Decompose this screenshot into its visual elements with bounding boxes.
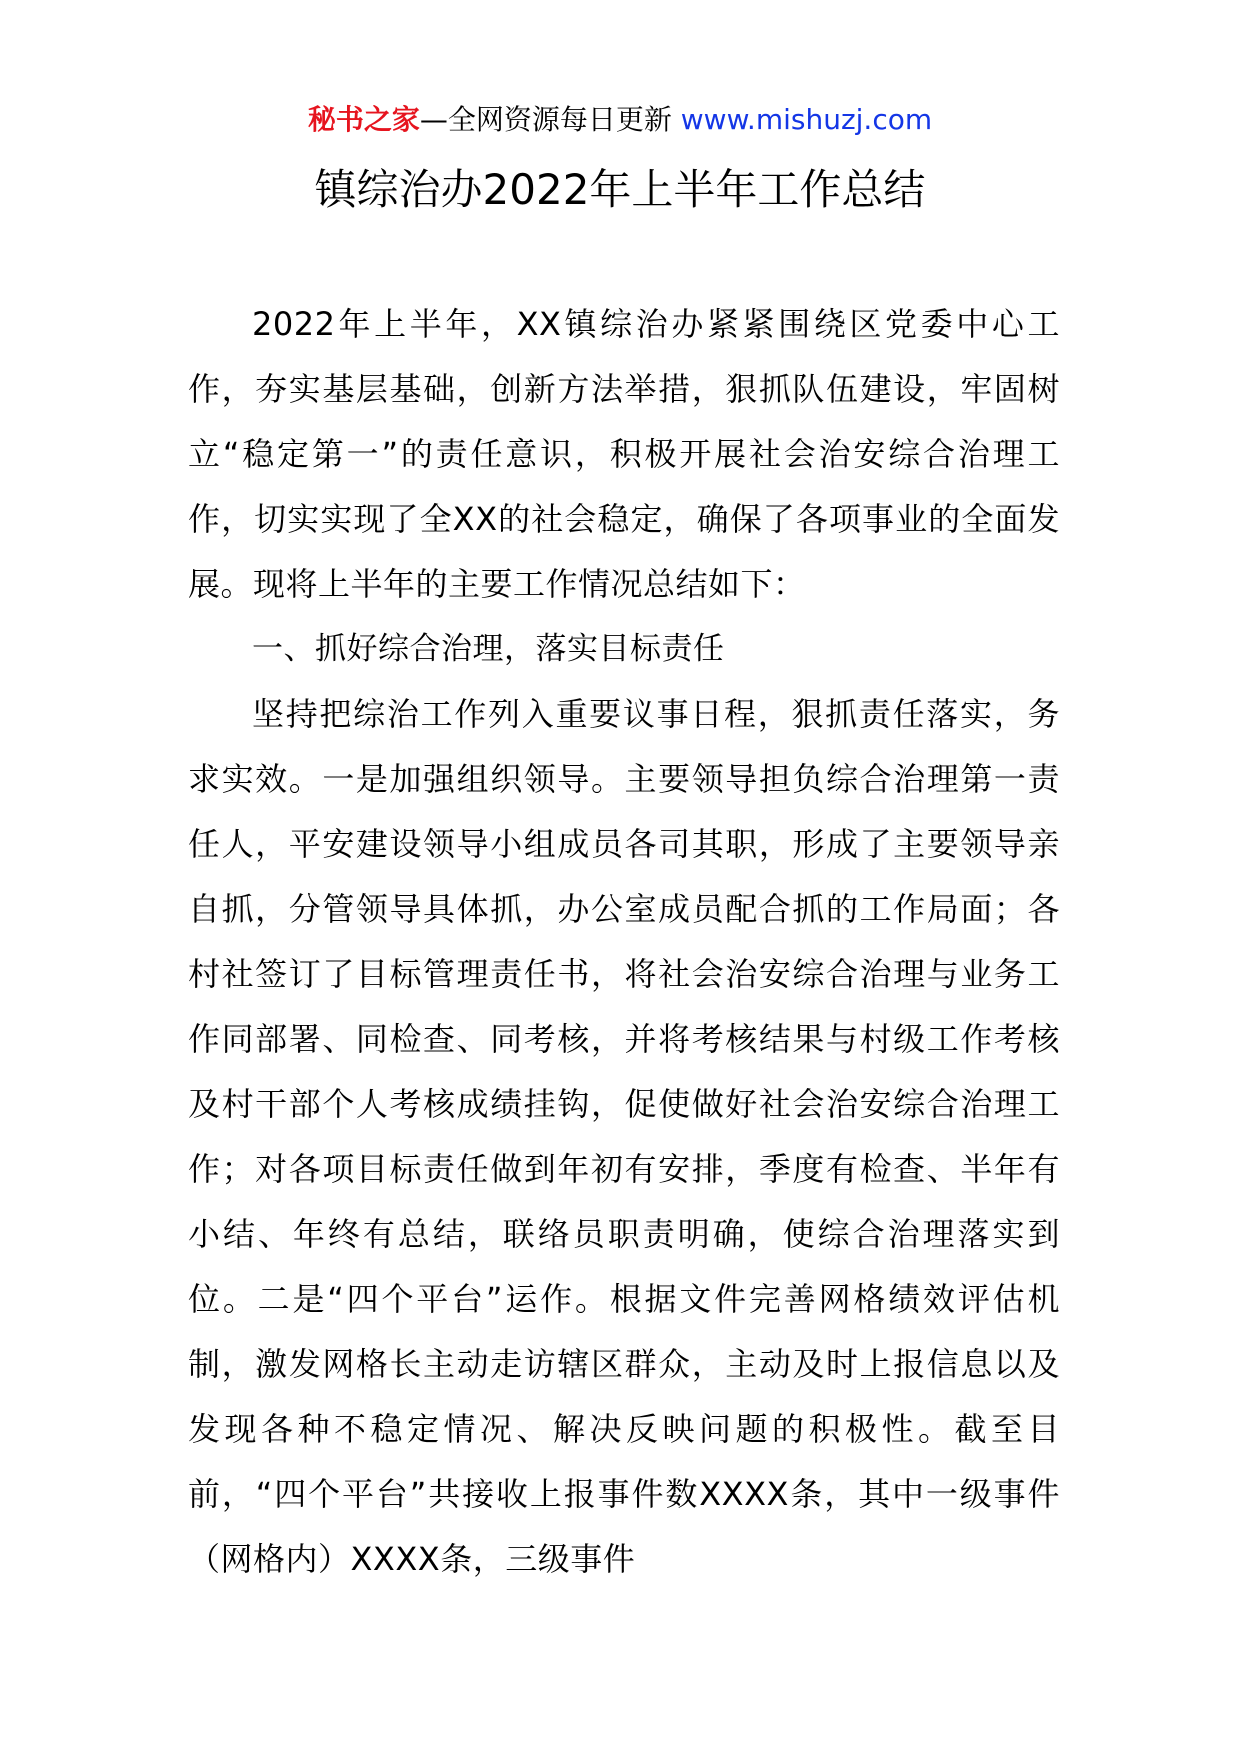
document-title: 镇综治办2022年上半年工作总结 [314, 165, 926, 214]
document-body [188, 292, 1060, 1592]
intro-paragraph: 2022年上半年，XX镇综治办紧紧围绕区党委中心工作，夯实基层基础，创新方法举措，狠抓队伍建设，牢固树立“稳定第一”的责任意识，积极开展社会治安综合治理工作，切实实现了全XX的社会稳定，确保了各项事业的全面发展。现将上半年的主要工作情况总结如下： [188, 305, 1060, 603]
section-heading: 一、抓好综合治理，落实目标责任 [252, 631, 725, 667]
site-brand: 秘书之家 [307, 103, 420, 136]
site-url-link[interactable]: www.mishuzj.com [680, 103, 933, 136]
site-banner [0, 100, 1240, 140]
site-tagline: —全网资源每日更新 [419, 103, 681, 136]
section-paragraph: 坚持把综治工作列入重要议事日程，狠抓责任落实，务求实效。一是加强组织领导。主要领导担负综合治理第一责任人，平安建设领导小组成员各司其职，形成了主要领导亲自抓，分管领导具体抓，办公室成员配合抓的工作局面；各村社签订了目标管理责任书，将社会治安综合治理与业务工作同部署、同检查、同考核，并将考核结果与村级工作考核及村干部个人考核成绩挂钩，促使做好社会治安综合治理工作；对各项目标责任做到年初有安排，季度有检查、半年有小结、年终有总结，联络员职责明确，使综合治理落实到位。二是“四个平台”运作。根据文件完善网格绩效评估机制，激发网格长主动走访辖区群众，主动及时上报信息以及发现各种不稳定情况、解决反映问题的积极性。截至目前，“四个平台”共接收上报事件数XXXX条，其中一级事件（网格内）XXXX条，三级事件 [188, 695, 1060, 1578]
